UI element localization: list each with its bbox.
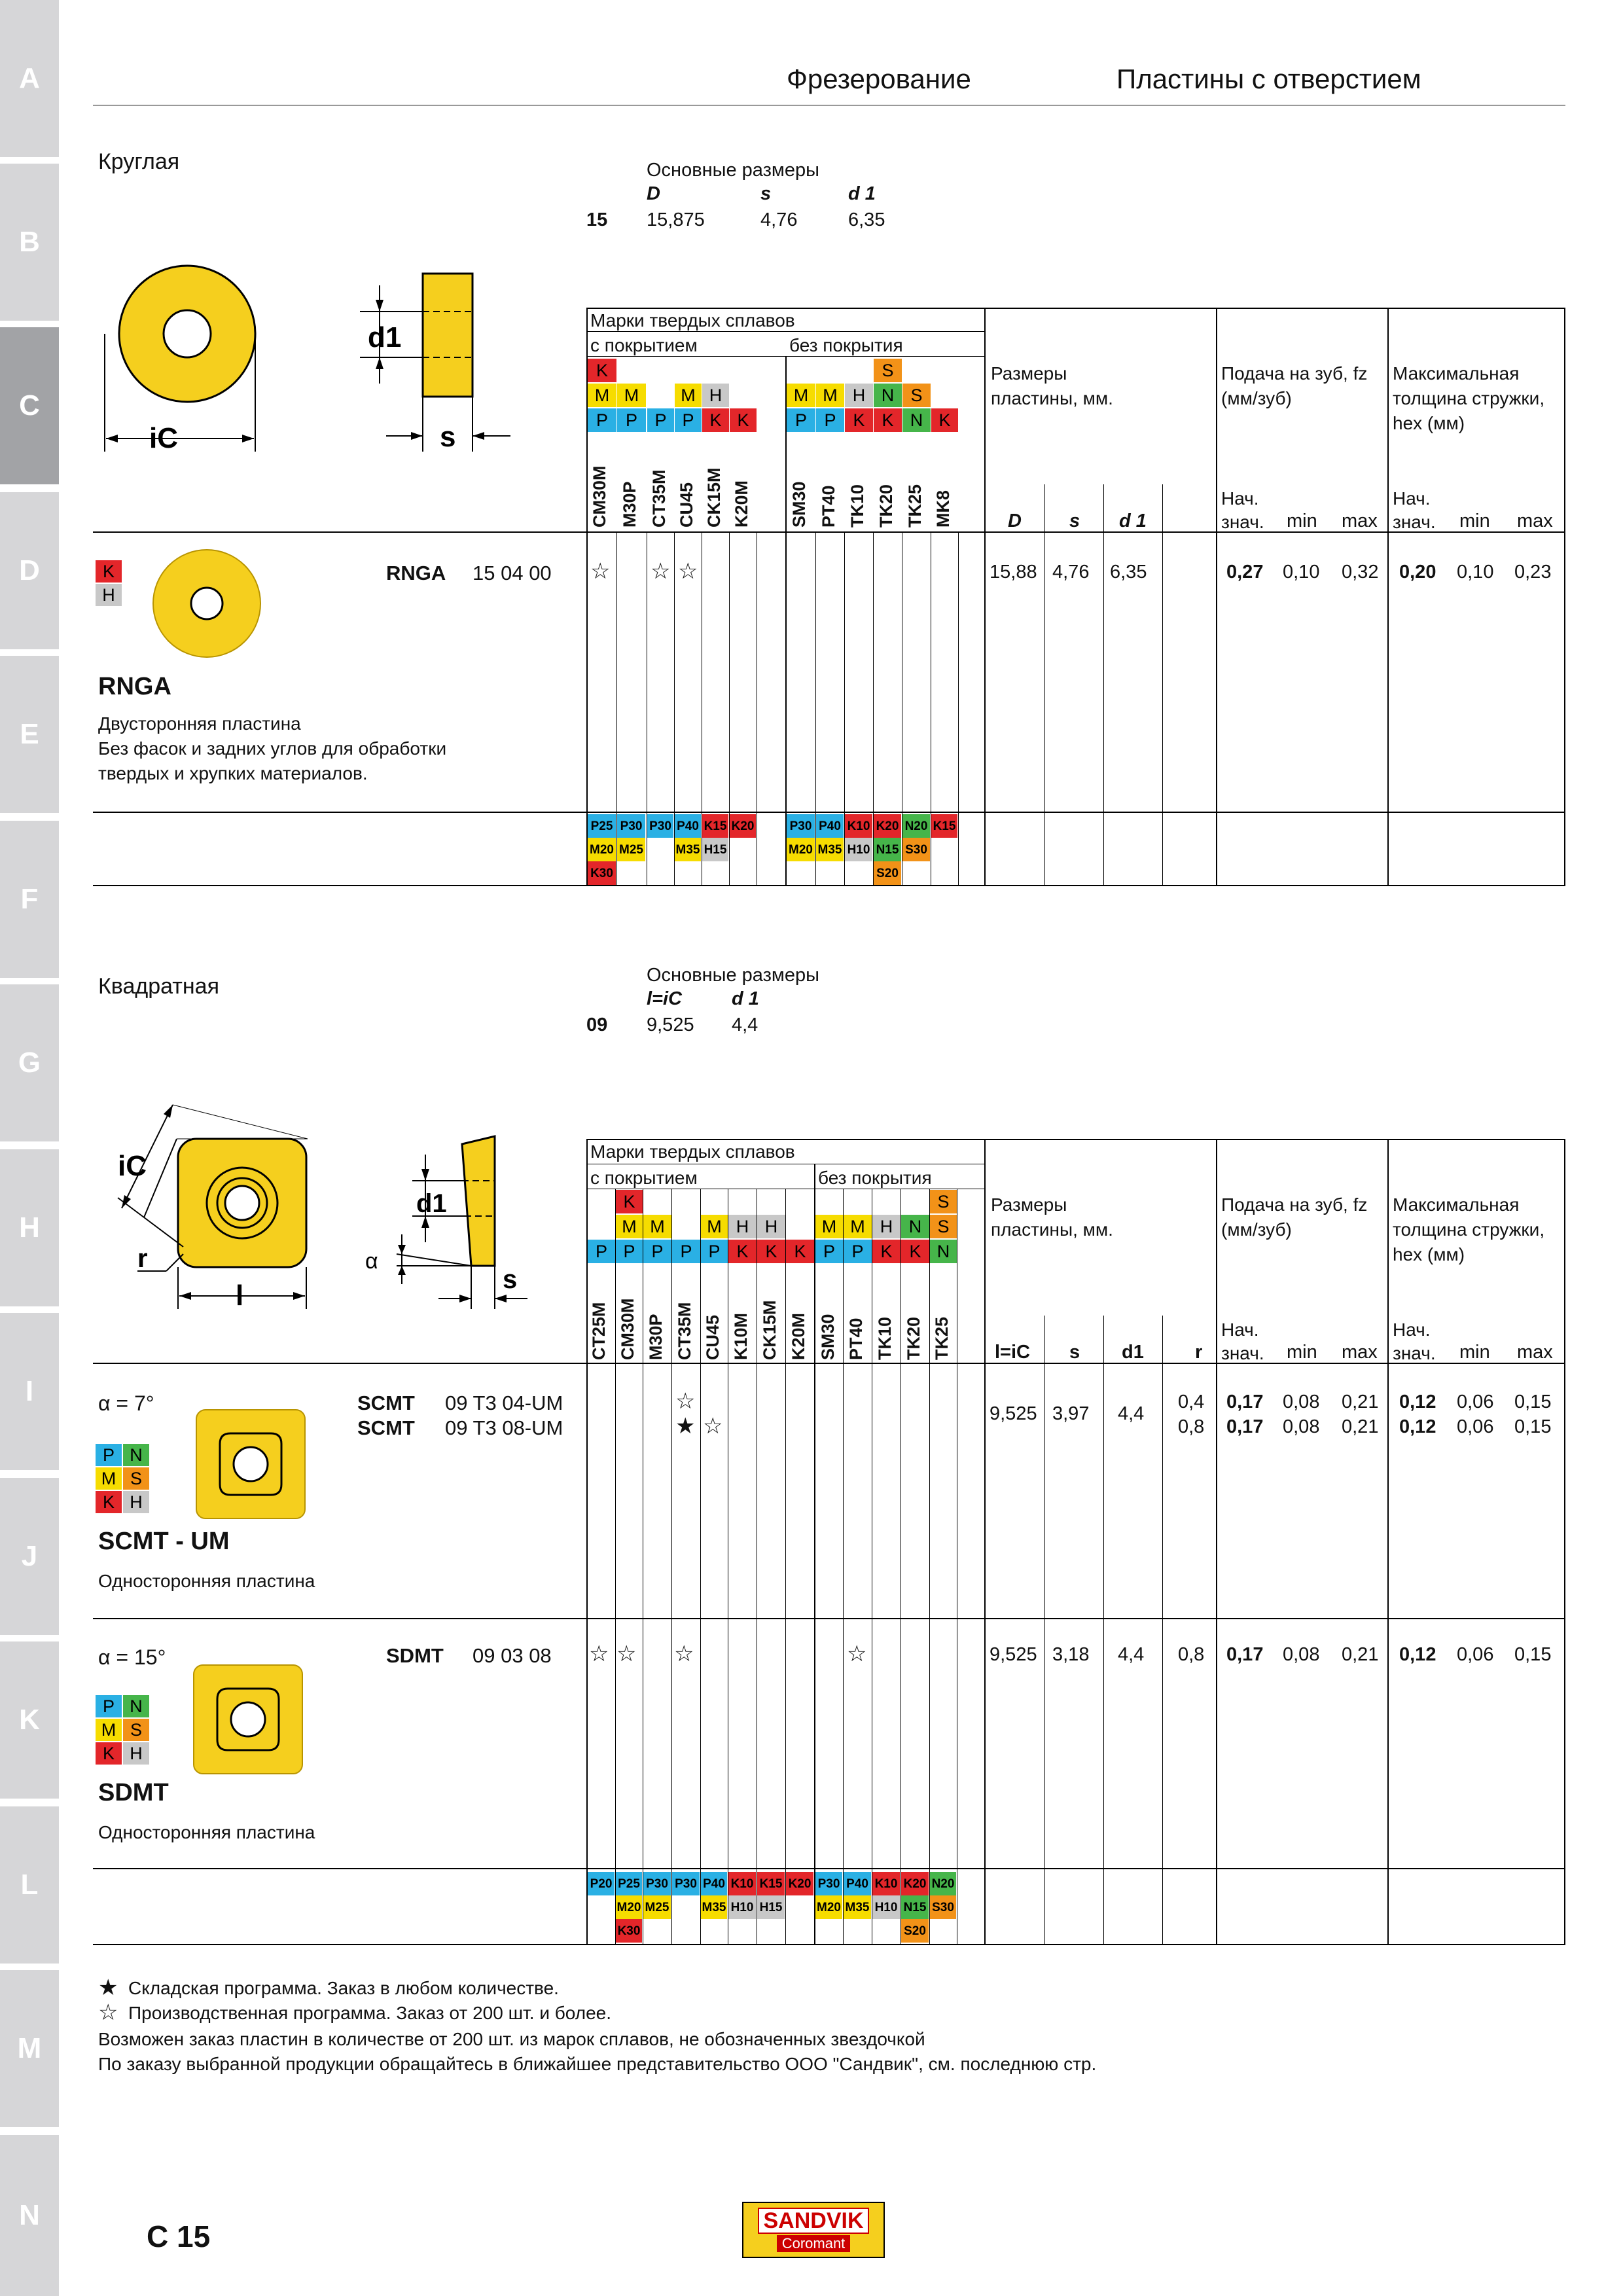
s2-vline xyxy=(1103,1316,1104,1944)
sandvik-logo-text: SANDVIK xyxy=(758,2208,868,2234)
s2-vline xyxy=(1387,1139,1389,1944)
s2-grade-name: TK20 xyxy=(904,1316,923,1360)
s1-iso-badge-k: K xyxy=(96,560,122,583)
iso-cell: K xyxy=(702,408,729,432)
tab-f[interactable] xyxy=(0,821,59,978)
legend-line-3: Возможен заказ пластин в количестве от 200 шт. из марок сплавов, не обозначенных звездочкой xyxy=(98,2029,925,2049)
s1-col-nach2: Нач. знач. xyxy=(1393,488,1436,532)
s2-col-d1: d1 xyxy=(1122,1342,1144,1363)
s1-col-min: min xyxy=(1287,511,1317,531)
s2-col-l: l=iC xyxy=(995,1342,1030,1363)
iso-cell: P xyxy=(675,408,702,432)
s2-grade-name: TK10 xyxy=(875,1316,895,1360)
s1-row-hmin: 0,10 xyxy=(1457,562,1494,583)
star-empty-icon: ☆ xyxy=(589,1641,609,1666)
iso-cell: S xyxy=(930,1215,957,1238)
sandvik-logo-sub: Coromant xyxy=(777,2235,851,2252)
sdmt-desc: Односторонняя пластина xyxy=(98,1822,315,1842)
iso-badge: S xyxy=(123,1719,149,1741)
tab-l-label: L xyxy=(20,1869,39,1901)
iso-badge: M xyxy=(96,1467,122,1490)
iso-badge: M xyxy=(96,1719,122,1741)
scmt-fmax-1: 0,21 xyxy=(1342,1391,1379,1412)
iso-cell: M xyxy=(643,1215,671,1238)
legend-line-4: По заказу выбранной продукции обращайтесь в ближайшее представительство ООО "Сандвик", см. последнюю стр. xyxy=(98,2054,1097,2074)
s2-feed-header: Подача на зуб, fz (мм/зуб) xyxy=(1221,1194,1368,1240)
s1-row-fmin: 0,10 xyxy=(1283,562,1320,583)
s1-insert-desc-1: Двусторонняя пластина xyxy=(98,713,301,734)
tab-j-label: J xyxy=(21,1540,38,1572)
s1-vline xyxy=(1216,308,1217,885)
s1-row-code: RNGA xyxy=(386,562,446,584)
s1-dim-label-s: s xyxy=(760,183,772,204)
iso-cell: P xyxy=(617,408,646,432)
iso-cell: K xyxy=(874,408,902,432)
iso-cell: M xyxy=(844,1215,872,1238)
s1-row-d1: 6,35 xyxy=(1110,562,1147,583)
s2-grade-name: SM30 xyxy=(818,1314,838,1360)
scmt-fmin-1: 0,08 xyxy=(1283,1391,1320,1412)
s1-vline xyxy=(1044,484,1045,885)
s1-vline xyxy=(984,308,986,885)
s2-grade-name: CT25M xyxy=(589,1302,609,1360)
scmt-l: 9,525 xyxy=(990,1403,1037,1424)
page-number: C 15 xyxy=(147,2219,211,2253)
tab-l[interactable] xyxy=(0,1806,59,1964)
s2-col-min2: min xyxy=(1459,1342,1490,1363)
sdmt-h0: 0,12 xyxy=(1399,1644,1436,1665)
s1-col-d1: d 1 xyxy=(1119,511,1147,531)
sdmt-code: SDMT xyxy=(386,1644,444,1667)
s1-coated-label: с покрытием xyxy=(590,335,698,355)
round-ic-label: iC xyxy=(149,422,178,454)
s2-vline xyxy=(984,1139,986,1944)
legend-star-empty-icon: ☆ xyxy=(98,2000,118,2025)
iso-cell: M xyxy=(616,1215,643,1238)
tab-n[interactable] xyxy=(0,2135,59,2296)
s2-col-s: s xyxy=(1069,1342,1080,1363)
s1-grade-name: M30P xyxy=(620,481,639,528)
iso-badge: K xyxy=(96,1491,122,1513)
iso-cell: N xyxy=(902,408,931,432)
s2-dim-value-d1: 4,4 xyxy=(732,1014,758,1035)
s1-row-fmax: 0,32 xyxy=(1342,562,1379,583)
tab-d[interactable] xyxy=(0,492,59,649)
s1-insert-desc-2: Без фасок и задних углов для обработки xyxy=(98,738,447,759)
s2-grades-title: Марки твердых сплавов xyxy=(590,1141,795,1162)
s1-uncoated-label: без покрытия xyxy=(789,335,903,355)
s1-row-d: 15,88 xyxy=(990,562,1037,583)
iso-cell: H xyxy=(702,384,729,407)
s2-grade-name: PT40 xyxy=(846,1318,866,1360)
iso-cell: M xyxy=(815,1215,843,1238)
legend-line-2: Производственная программа. Заказ от 200 шт. и более. xyxy=(128,2003,611,2023)
tab-k[interactable] xyxy=(0,1641,59,1799)
s2-col-r: r xyxy=(1195,1342,1203,1363)
iso-cell: M xyxy=(588,384,616,407)
iso-cell: P xyxy=(588,1240,615,1263)
star-empty-icon: ☆ xyxy=(616,1641,637,1666)
star-empty-icon: ☆ xyxy=(678,559,698,584)
s1-col-min2: min xyxy=(1459,511,1490,531)
tab-i-label: I xyxy=(25,1375,34,1407)
iso-cell: M xyxy=(617,384,646,407)
sdmt-name: SDMT xyxy=(98,1779,169,1806)
star-empty-icon: ☆ xyxy=(703,1414,723,1439)
square-alpha-label: α xyxy=(365,1249,378,1274)
s2-grade-name: CT35M xyxy=(675,1302,694,1360)
scmt-f0-2: 0,17 xyxy=(1226,1416,1264,1437)
iso-cell: M xyxy=(701,1215,728,1238)
iso-cell: S xyxy=(902,384,931,407)
header-left: Фрезерование xyxy=(787,63,971,94)
iso-cell: K xyxy=(616,1190,643,1213)
iso-cell: M xyxy=(675,384,702,407)
s1-insert-desc-3: твердых и хрупких материалов. xyxy=(98,763,368,783)
s2-grade-name: K20M xyxy=(789,1312,808,1360)
section1-title: Круглая xyxy=(98,149,180,174)
scmt-r2: 0,8 xyxy=(1178,1416,1205,1437)
s2-vline xyxy=(1564,1139,1565,1944)
square-s-label: s xyxy=(503,1265,518,1294)
s1-col-s: s xyxy=(1069,511,1080,531)
iso-cell: K xyxy=(931,408,958,432)
iso-cell: H xyxy=(872,1215,901,1238)
tab-a[interactable] xyxy=(0,0,59,157)
s2-table-top xyxy=(586,1139,1565,1140)
s2-row2-bottom xyxy=(93,1868,1565,1869)
iso-cell: M xyxy=(787,384,815,407)
square-l-label: l xyxy=(236,1280,244,1312)
s1-sub1 xyxy=(586,331,984,332)
iso-badge: P xyxy=(96,1444,122,1466)
tab-m[interactable] xyxy=(0,1970,59,2127)
tab-h[interactable] xyxy=(0,1149,59,1306)
scmt-name: SCMT - UM xyxy=(98,1528,230,1555)
s1-row-h0: 0,20 xyxy=(1399,562,1436,583)
sandvik-logo xyxy=(742,2202,885,2258)
s2-size-header: Размеры пластины, мм. xyxy=(991,1194,1113,1240)
s2-dim-code: 09 xyxy=(586,1014,608,1035)
s1-dim-label-d: D xyxy=(647,183,660,204)
s1-row-size: 15 04 00 xyxy=(473,562,552,584)
scmt-s: 3,97 xyxy=(1052,1403,1090,1424)
sdmt-fmax: 0,21 xyxy=(1342,1644,1379,1665)
sdmt-size: 09 03 08 xyxy=(473,1644,552,1667)
tab-d-label: D xyxy=(19,554,40,586)
s2-vline xyxy=(1044,1316,1045,1944)
iso-cell: N xyxy=(901,1215,929,1238)
s2-grade-name: M30P xyxy=(646,1314,666,1360)
square-ic-label: iC xyxy=(118,1150,147,1182)
s2-vline xyxy=(814,1164,815,1944)
s1-col-max: max xyxy=(1342,511,1378,531)
s1-row-s: 4,76 xyxy=(1052,562,1090,583)
s2-col-max2: max xyxy=(1517,1342,1553,1363)
sdmt-hmin: 0,06 xyxy=(1457,1644,1494,1665)
s1-grade-name: PT40 xyxy=(819,485,838,528)
rnga-insert-image xyxy=(149,547,267,665)
tab-n-label: N xyxy=(19,2199,40,2231)
iso-cell: K xyxy=(901,1240,929,1263)
tab-g[interactable] xyxy=(0,984,59,1141)
scmt-fmin-2: 0,08 xyxy=(1283,1416,1320,1437)
s2-coated-label: с покрытием xyxy=(590,1168,698,1188)
sdmt-d1: 4,4 xyxy=(1118,1644,1145,1665)
iso-badge: N xyxy=(123,1444,149,1466)
sdmt-l: 9,525 xyxy=(990,1644,1037,1665)
iso-cell: K xyxy=(728,1240,757,1263)
star-empty-icon: ☆ xyxy=(674,1641,694,1666)
scmt-desc: Односторонняя пластина xyxy=(98,1571,315,1591)
iso-cell: H xyxy=(845,384,873,407)
sdmt-s: 3,18 xyxy=(1052,1644,1090,1665)
scmt-angle: α = 7° xyxy=(98,1391,154,1415)
s2-grade-name: K10M xyxy=(731,1312,751,1360)
round-insert-drawing xyxy=(92,262,524,465)
square-insert-drawing xyxy=(92,1100,537,1316)
s2-vline xyxy=(1216,1139,1217,1944)
s1-col-max2: max xyxy=(1517,511,1553,531)
sdmt-angle: α = 15° xyxy=(98,1645,166,1669)
s1-vline xyxy=(1564,308,1565,885)
scmt-hmin-1: 0,06 xyxy=(1457,1391,1494,1412)
tab-m-label: M xyxy=(17,2032,42,2064)
sdmt-f0: 0,17 xyxy=(1226,1644,1264,1665)
round-s-label: s xyxy=(440,421,456,453)
square-d1-label: d1 xyxy=(416,1189,447,1218)
s2-chip-header: Максимальная толщина стружки, hex (мм) xyxy=(1393,1194,1545,1265)
sdmt-fmin: 0,08 xyxy=(1283,1644,1320,1665)
star-empty-icon: ☆ xyxy=(651,559,671,584)
iso-cell: K xyxy=(757,1240,785,1263)
scmt-fmax-2: 0,21 xyxy=(1342,1416,1379,1437)
s1-row-bottom xyxy=(93,812,1565,813)
iso-cell: K xyxy=(845,408,873,432)
s2-col-min: min xyxy=(1287,1342,1317,1363)
s1-row-hmax: 0,23 xyxy=(1514,562,1552,583)
s1-dim-label-d1: d 1 xyxy=(848,183,876,204)
round-d1-label: d1 xyxy=(368,321,402,353)
square-r-label: r xyxy=(137,1244,148,1273)
tab-k-label: K xyxy=(19,1704,40,1736)
s2-uncoated-label: без покрытия xyxy=(818,1168,932,1188)
s1-dim-value-d: 15,875 xyxy=(647,209,705,230)
tab-e-label: E xyxy=(20,718,39,750)
s2-dim-label-l: l=iC xyxy=(647,988,682,1009)
scmt-hmax-1: 0,15 xyxy=(1514,1391,1552,1412)
iso-cell: P xyxy=(844,1240,872,1263)
star-filled-icon: ★ xyxy=(675,1414,696,1439)
s1-dim-code: 15 xyxy=(586,209,608,230)
s1-grade-name: TK25 xyxy=(905,484,925,528)
s1-grade-name: SM30 xyxy=(789,481,809,528)
iso-cell: S xyxy=(874,359,902,382)
s1-table-top xyxy=(586,308,1565,309)
s1-dim-value-d1: 6,35 xyxy=(848,209,885,230)
sdmt-r: 0,8 xyxy=(1178,1644,1205,1665)
s1-row-f0: 0,27 xyxy=(1226,562,1264,583)
s2-grade-name: CM30M xyxy=(618,1298,637,1360)
s1-insert-name: RNGA xyxy=(98,673,171,700)
s1-grade-name: K20M xyxy=(732,480,751,528)
iso-cell: P xyxy=(588,408,616,432)
iso-cell: P xyxy=(815,1240,843,1263)
scmt-row1-size: 09 T3 04-UM xyxy=(445,1391,563,1414)
iso-badge: H xyxy=(123,1491,149,1513)
tab-g-label: G xyxy=(18,1047,41,1079)
header-right: Пластины с отверстием xyxy=(1116,63,1421,94)
s1-feed-header: Подача на зуб, fz (мм/зуб) xyxy=(1221,363,1368,408)
s1-grade-name: CM30M xyxy=(590,465,609,528)
s1-grade-name: TK10 xyxy=(847,484,867,528)
s1-grade-name: CK15M xyxy=(704,467,724,528)
s2-col-nach2: Нач. знач. xyxy=(1393,1319,1436,1363)
s1-col-nach: Нач. знач. xyxy=(1221,488,1264,532)
iso-cell: H xyxy=(728,1215,757,1238)
s2-dim-label-d1: d 1 xyxy=(732,988,759,1009)
iso-cell: P xyxy=(816,408,844,432)
star-empty-icon: ☆ xyxy=(847,1641,867,1666)
s2-col-nach: Нач. знач. xyxy=(1221,1319,1264,1363)
s1-col-d: D xyxy=(1008,511,1022,531)
scmt-d1: 4,4 xyxy=(1118,1403,1145,1424)
s2-grade-name: CK15M xyxy=(760,1300,779,1360)
sdmt-insert-image xyxy=(191,1662,309,1780)
s2-dims-title: Основные размеры xyxy=(647,965,819,986)
tab-b-label: B xyxy=(19,226,40,258)
s1-vline xyxy=(1387,308,1389,885)
s2-vline xyxy=(1162,1316,1163,1944)
scmt-f0-1: 0,17 xyxy=(1226,1391,1264,1412)
tab-h-label: H xyxy=(19,1211,40,1244)
s2-row1-bottom xyxy=(93,1618,1565,1619)
iso-cell: K xyxy=(786,1240,814,1263)
scmt-h0-1: 0,12 xyxy=(1399,1391,1436,1412)
iso-cell: P xyxy=(701,1240,728,1263)
s1-size-header: Размеры пластины, мм. xyxy=(991,363,1113,408)
scmt-r1: 0,4 xyxy=(1178,1391,1205,1412)
iso-cell: K xyxy=(588,359,616,382)
iso-cell: K xyxy=(872,1240,901,1263)
scmt-row1-code: SCMT xyxy=(357,1391,415,1414)
iso-cell: P xyxy=(647,408,674,432)
star-empty-icon: ☆ xyxy=(590,559,611,584)
iso-cell: P xyxy=(787,408,815,432)
iso-badge: S xyxy=(123,1467,149,1490)
iso-cell: H xyxy=(757,1215,785,1238)
iso-cell: N xyxy=(930,1240,957,1263)
iso-cell: P xyxy=(672,1240,700,1263)
tab-c-label: C xyxy=(19,389,40,422)
s1-grade-name: CU45 xyxy=(677,482,696,528)
iso-cell: P xyxy=(616,1240,643,1263)
scmt-insert-image xyxy=(194,1407,312,1525)
legend-star-filled-icon: ★ xyxy=(98,1975,118,2000)
s2-col-max: max xyxy=(1342,1342,1378,1363)
scmt-row2-code: SCMT xyxy=(357,1416,415,1439)
s1-vline xyxy=(1103,484,1104,885)
s1-chip-header: Максимальная толщина стружки, hex (мм) xyxy=(1393,363,1545,433)
iso-cell: P xyxy=(643,1240,671,1263)
iso-badge: K xyxy=(96,1742,122,1765)
legend-line-1: Складская программа. Заказ в любом количестве. xyxy=(128,1978,559,1998)
tab-e[interactable] xyxy=(0,656,59,813)
tab-a-label: A xyxy=(19,62,40,94)
iso-badge: H xyxy=(123,1742,149,1765)
iso-cell: S xyxy=(930,1190,957,1213)
s2-header-bottom xyxy=(93,1363,1565,1364)
s2-dim-value-l: 9,525 xyxy=(647,1014,694,1035)
s1-dim-value-s: 4,76 xyxy=(760,209,798,230)
s1-grades-title: Марки твердых сплавов xyxy=(590,310,795,331)
scmt-h0-2: 0,12 xyxy=(1399,1416,1436,1437)
s1-iso-badge-h: H xyxy=(96,584,122,606)
s1-dims-title: Основные размеры xyxy=(647,160,819,181)
tab-i[interactable] xyxy=(0,1313,59,1470)
iso-badge: P xyxy=(96,1695,122,1717)
section2-title: Квадратная xyxy=(98,974,219,999)
scmt-row2-size: 09 T3 08-UM xyxy=(445,1416,563,1439)
iso-badge: N xyxy=(123,1695,149,1717)
tab-b[interactable] xyxy=(0,164,59,321)
scmt-hmin-2: 0,06 xyxy=(1457,1416,1494,1437)
iso-cell: K xyxy=(730,408,757,432)
scmt-hmax-2: 0,15 xyxy=(1514,1416,1552,1437)
s1-vline xyxy=(785,356,787,885)
s2-grade-name: CU45 xyxy=(703,1314,722,1360)
s1-header-bottom xyxy=(93,531,1565,533)
tab-c[interactable] xyxy=(0,327,59,484)
s1-grade-name: CT35M xyxy=(649,469,669,528)
tab-j[interactable] xyxy=(0,1478,59,1635)
s1-table-bottom xyxy=(93,885,1565,886)
s1-grade-name: MK8 xyxy=(933,490,953,528)
s2-grade-name: TK25 xyxy=(932,1316,952,1360)
s2-table-bottom xyxy=(93,1944,1565,1945)
s1-grade-name: TK20 xyxy=(876,484,896,528)
tab-f-label: F xyxy=(20,883,39,915)
iso-cell: M xyxy=(816,384,844,407)
s1-vline xyxy=(1162,484,1163,885)
iso-cell: N xyxy=(874,384,902,407)
star-empty-icon: ☆ xyxy=(675,1389,696,1414)
header-rule xyxy=(93,105,1565,106)
sdmt-hmax: 0,15 xyxy=(1514,1644,1552,1665)
